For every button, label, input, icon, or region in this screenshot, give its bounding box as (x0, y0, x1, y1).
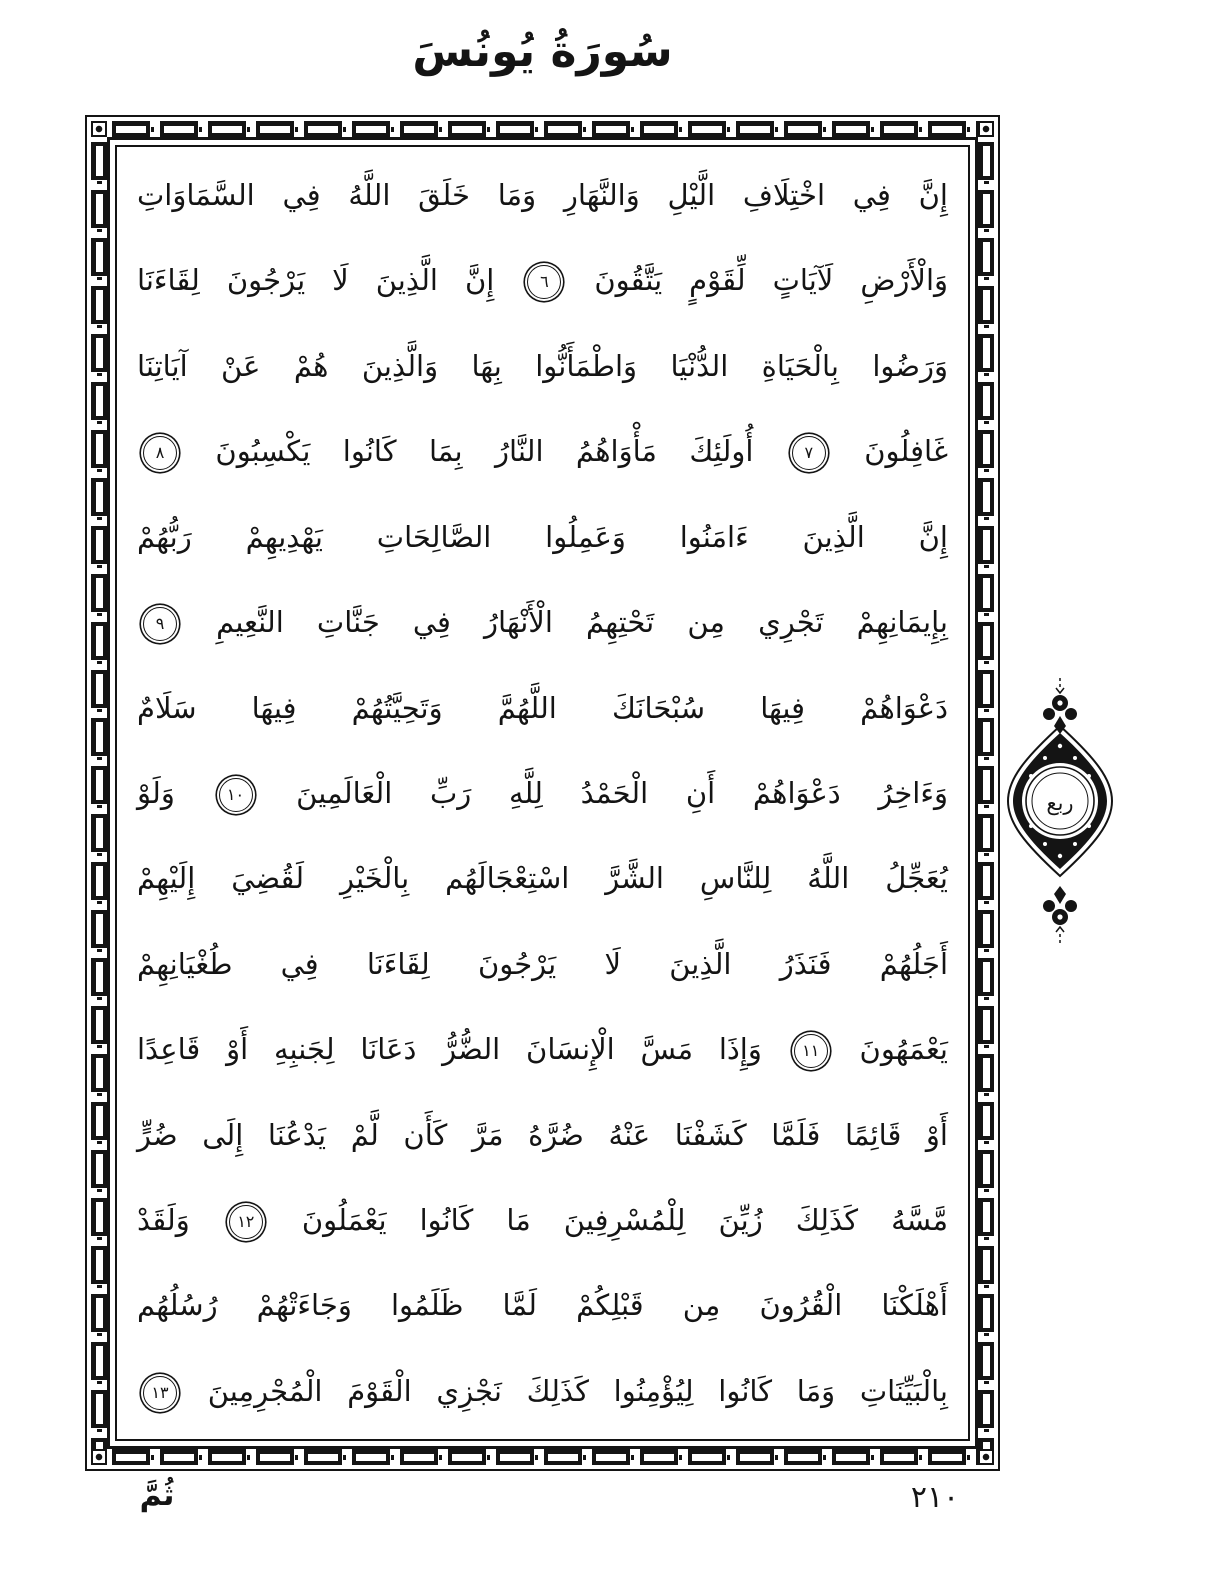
quran-text-line (137, 751, 948, 835)
ayah-text: وَرَضُوا بِالْحَيَاةِ الدُّنْيَا وَاطْمَأَنُّوا بِهَا وَالَّذِينَ هُمْ عَنْ آيَاتِنَا (137, 348, 948, 383)
surah-title: سُورَةُ يُونُسَ (412, 26, 673, 77)
rub-hizb-medallion (1003, 676, 1117, 944)
quran-text-line (137, 1349, 948, 1433)
ayah-text: بِإِيمَانِهِمْ تَجْرِي مِن تَحْتِهِمُ الْأَنْهَارُ فِي جَنَّاتِ النَّعِيمِ (216, 605, 948, 640)
ayah-text: غَافِلُونَ (864, 434, 948, 469)
ayah-text: إِنَّ الَّذِينَ ءَامَنُوا وَعَمِلُوا الصَّالِحَاتِ يَهْدِيهِمْ رَبُّهُمْ (137, 519, 948, 554)
chain-corner-bottom-right (978, 1449, 994, 1465)
chain-border-left (91, 137, 107, 1449)
quran-text-line (137, 580, 948, 664)
quran-text-block (115, 145, 970, 1441)
quran-text-line (137, 409, 948, 493)
page-number: ٢١٠ (910, 1480, 960, 1515)
quran-text-line (137, 495, 948, 579)
quran-text-line (137, 922, 948, 1006)
chain-corner-top-left (91, 121, 107, 137)
quran-text-line (137, 153, 948, 237)
chain-corner-top-right (978, 121, 994, 137)
medallion-bottom-arrow-icon (1056, 927, 1064, 943)
rub-marker-label: ربع (1046, 791, 1074, 815)
chain-border-top (107, 121, 978, 137)
ayah-text: وَالْأَرْضِ لَآيَاتٍ لِّقَوْمٍ يَتَّقُونَ (594, 263, 949, 298)
ayah-end-marker: ١٣ (143, 1376, 177, 1410)
quran-text-line (137, 1007, 948, 1091)
ayah-text: أُولَئِكَ مَأْوَاهُمُ النَّارُ بِمَا كَانُوا يَكْسِبُونَ (215, 434, 754, 469)
ayah-text: أَهْلَكْنَا الْقُرُونَ مِن قَبْلِكُمْ لَمَّا ظَلَمُوا وَجَاءَتْهُمْ رُسُلُهُم (137, 1288, 948, 1323)
ayah-text: مَّسَّهُ كَذَلِكَ زُيِّنَ لِلْمُسْرِفِينَ مَا كَانُوا يَعْمَلُونَ (301, 1203, 949, 1238)
ayah-text: وَلَوْ (137, 775, 175, 810)
quran-text-line (137, 1263, 948, 1347)
medallion-top-arrow-icon (1056, 678, 1064, 693)
ayah-text: وَإِذَا مَسَّ الْإِنسَانَ الضُّرُّ دَعَانَا لِجَنبِهِ أَوْ قَاعِدًا (137, 1032, 762, 1067)
ayah-text: يُعَجِّلُ اللَّهُ لِلنَّاسِ الشَّرَّ اسْتِعْجَالَهُم بِالْخَيْرِ لَقُضِيَ إِلَيْهِمْ (137, 861, 948, 896)
chain-border-right (978, 137, 994, 1449)
ayah-text: أَوْ قَائِمًا فَلَمَّا كَشَفْنَا عَنْهُ ضُرَّهُ مَرَّ كَأَن لَّمْ يَدْعُنَا إِلَى ضُرٍّ (137, 1117, 948, 1152)
ayah-text: وَلَقَدْ (137, 1203, 190, 1238)
ayah-text: إِنَّ الَّذِينَ لَا يَرْجُونَ لِقَاءَنَا (137, 263, 495, 298)
quran-text-line (137, 666, 948, 750)
ayah-end-marker: ٧ (792, 436, 826, 470)
quran-text-line (137, 238, 948, 322)
ayah-text: دَعْوَاهُمْ فِيهَا سُبْحَانَكَ اللَّهُمَّ وَتَحِيَّتُهُمْ فِيهَا سَلَامٌ (137, 690, 948, 725)
ayah-text: بِالْبَيِّنَاتِ وَمَا كَانُوا لِيُؤْمِنُوا كَذَلِكَ نَجْزِي الْقَوْمَ الْمُجْرِمِينَ (207, 1373, 949, 1408)
quran-text-line (137, 836, 948, 920)
ornamental-border-frame (85, 115, 1000, 1471)
chain-border-band (91, 121, 994, 1465)
quran-text-line (137, 1093, 948, 1177)
ayah-end-marker: ٩ (143, 607, 177, 641)
medallion-top-finial (1043, 695, 1077, 734)
medallion-bottom-finial (1043, 886, 1077, 925)
ayah-end-marker: ٦ (527, 265, 561, 299)
ayah-text: يَعْمَهُونَ (859, 1032, 949, 1067)
chain-border-bottom (107, 1449, 978, 1465)
inner-rule-frame (107, 137, 978, 1449)
ayah-end-marker: ٨ (143, 436, 177, 470)
catchword: ثُمَّ (139, 1478, 175, 1513)
quran-text-line (137, 324, 948, 408)
ayah-text: إِنَّ فِي اخْتِلَافِ الَّيْلِ وَالنَّهَارِ وَمَا خَلَقَ اللَّهُ فِي السَّمَاوَاتِ (137, 178, 948, 212)
ayah-end-marker: ١٢ (229, 1205, 263, 1239)
ayah-end-marker: ١١ (794, 1034, 828, 1068)
ayah-end-marker: ١٠ (219, 778, 253, 812)
ayah-text: أَجَلُهُمْ فَنَذَرُ الَّذِينَ لَا يَرْجُونَ لِقَاءَنَا فِي طُغْيَانِهِمْ (137, 946, 948, 981)
ayah-text: وَءَاخِرُ دَعْوَاهُمْ أَنِ الْحَمْدُ لِلَّهِ رَبِّ الْعَالَمِينَ (296, 775, 949, 810)
quran-text-line (137, 1178, 948, 1262)
chain-corner-bottom-left (91, 1449, 107, 1465)
